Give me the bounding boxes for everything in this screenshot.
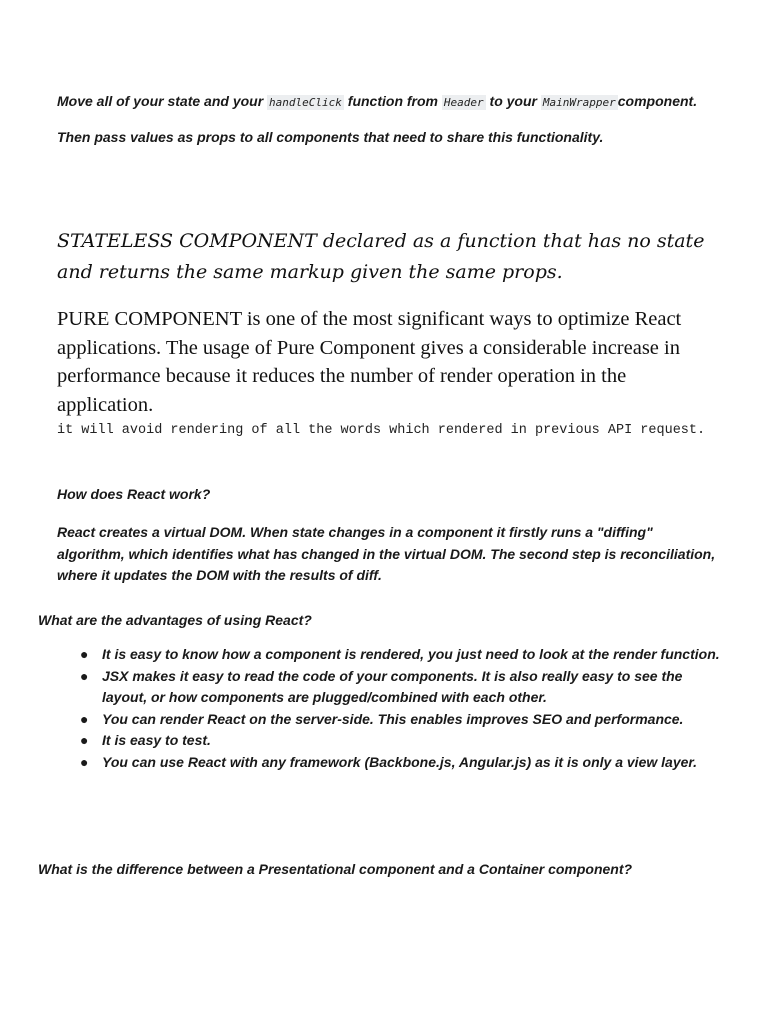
advantages-list	[80, 644, 720, 773]
difference-question: What is the difference between a Presentational component and a Container component?	[38, 861, 633, 877]
list-item	[80, 730, 720, 752]
code-handleclick: handleClick	[269, 96, 342, 109]
intro-text: component.	[617, 93, 698, 109]
code-mainwrapper: MainWrapper	[542, 96, 616, 109]
advantages-question: What are the advantages of using React?	[38, 612, 312, 628]
pure-component-note: it will avoid rendering of all the words which rendered in previous API request.	[57, 423, 706, 438]
list-item-text: You can render React on the server-side. This enables improves SEO and performance.	[102, 710, 684, 727]
list-item	[80, 752, 720, 774]
list-item-text: It is easy to know how a component is rendered, you just need to look at the render function.	[102, 646, 720, 662]
intro-text: to your	[485, 93, 541, 109]
intro-paragraph	[57, 91, 737, 114]
bullet-icon: ●	[80, 710, 89, 727]
bullet-icon: ●	[80, 646, 89, 662]
how-question: How does React work?	[57, 486, 211, 502]
how-answer: React creates a virtual DOM. When state changes in a component it firstly runs a "diffing" algorithm, which identifies what has changed in the virtual DOM. The second step is reconciliation, where it updates the DOM with the results of diff.	[57, 524, 716, 583]
list-item-text: It is easy to test.	[102, 732, 211, 748]
code-header: Header	[443, 96, 484, 109]
list-item	[80, 666, 720, 709]
bullet-icon: ●	[80, 667, 89, 684]
pure-component-paragraph	[57, 305, 707, 419]
pure-component-term: PURE COMPONENT	[57, 308, 242, 330]
bullet-icon: ●	[80, 753, 89, 770]
intro-text: function from	[343, 93, 442, 109]
pure-component-text: is one of the most significant ways to optimize React applications. The usage of Pure Component gives a considerable increase in performance because it reduces the number of render operation in the application.	[57, 308, 682, 416]
list-item	[80, 709, 720, 731]
list-item-text: JSX makes it easy to read the code of your components. It is also really easy to see the layout, or how components are plugged/combined with each other.	[102, 667, 683, 705]
list-item-text: You can use React with any framework (Backbone.js, Angular.js) as it is only a view layer.	[102, 753, 697, 770]
stateless-definition: STATELESS COMPONENT declared as a function that has no state and returns the same markup given the same props.	[57, 230, 705, 283]
bullet-icon: ●	[80, 732, 89, 748]
intro-text: Move all of your state and your	[57, 93, 268, 109]
intro-paragraph-2: Then pass values as props to all components that need to share this functionality.	[57, 129, 604, 145]
list-item	[80, 644, 720, 666]
